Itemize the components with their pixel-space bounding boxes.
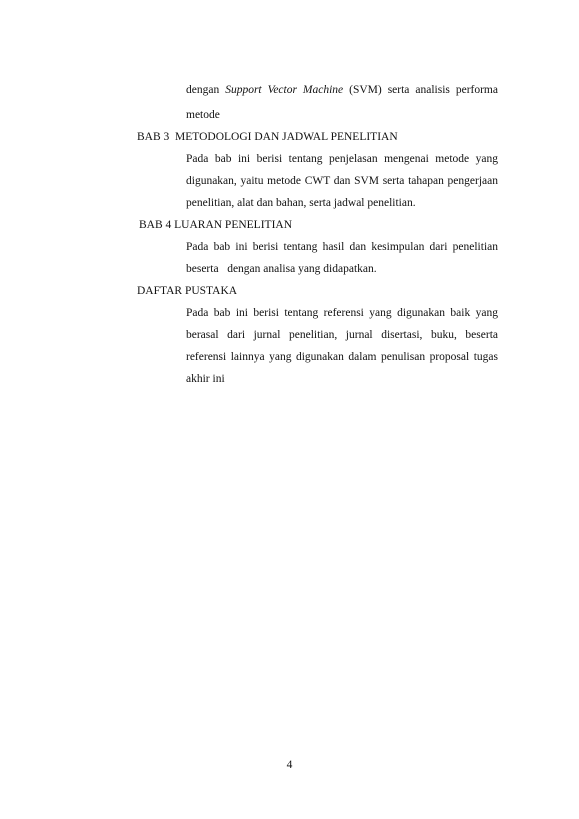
daftar-line-2: berasal dari jurnal penelitian, jurnal disertasi, buku, beserta <box>186 329 498 341</box>
page-number: 4 <box>286 759 293 771</box>
bab3-line-3: penelitian, alat dan bahan, serta jadwal penelitian. <box>186 197 416 209</box>
bab3-line-2: digunakan, yaitu metode CWT dan SVM serta tahapan pengerjaan <box>186 175 498 187</box>
daftar-pustaka-heading: DAFTAR PUSTAKA <box>137 285 238 297</box>
text-run: (SVM) serta analisis performa <box>343 84 498 96</box>
emphasis-text: Support Vector Machine <box>225 84 344 96</box>
daftar-line-4: akhir ini <box>186 373 225 385</box>
daftar-line-3: referensi lainnya yang digunakan dalam penulisan proposal tugas <box>186 351 498 363</box>
bab4-heading: BAB 4 LUARAN PENELITIAN <box>139 219 293 231</box>
text-run: dengan <box>186 84 226 96</box>
daftar-line-1: Pada bab ini berisi tentang referensi yang digunakan baik yang <box>186 307 498 319</box>
bab4-line-2: beserta dengan analisa yang didapatkan. <box>186 263 377 275</box>
bab3-line-1: Pada bab ini berisi tentang penjelasan mengenai metode yang <box>186 153 498 165</box>
bab3-heading: BAB 3 METODOLOGI DAN JADWAL PENELITIAN <box>137 131 398 143</box>
prev-section-line-2: metode <box>186 109 220 121</box>
bab4-line-1: Pada bab ini berisi tentang hasil dan kesimpulan dari penelitian <box>186 241 498 253</box>
prev-section-line-1 <box>186 83 498 97</box>
